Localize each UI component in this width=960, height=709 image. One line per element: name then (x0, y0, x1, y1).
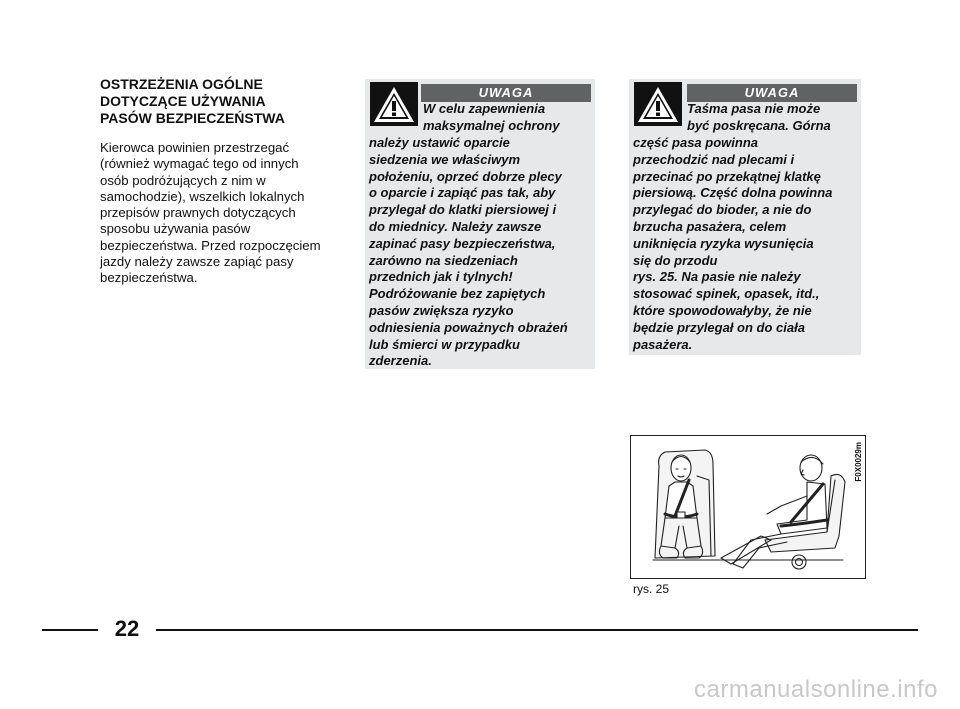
warning-intro-2: Taśma pasa nie może być poskręcana. Górna (687, 101, 831, 133)
warning-intro-1: W celu zapewnienia maksymalnej ochrony (423, 101, 560, 133)
figure-caption: rys. 25 (633, 582, 670, 596)
warning-title-2: UWAGA (687, 84, 857, 102)
footer-rule-right (156, 629, 918, 631)
figure-seatbelt-illustration (630, 435, 866, 579)
page-number: 22 (114, 616, 140, 641)
warning-box-1 (365, 79, 595, 369)
warning-text-1: należy ustawić oparcie siedzenia we właściwym położeniu, oprzeć dobrze plecy o oparcie i zapiąć pas tak, aby przylegał do klatki piersiowej i do miednicy. Należy zawsze zapinać pasy bezpieczeństwa, zarówno na siedzeniach przednich jak i tylnych! Podróżowanie bez zapiętych pasów zwiększa ryzyko odniesienia poważnych obrażeń lub śmierci w przypadku zderzenia. (369, 135, 568, 369)
warning-triangle-icon (634, 82, 682, 126)
section-heading: OSTRZEŻENIA OGÓLNE DOTYCZĄCE UŻYWANIA PASÓW BEZPIECZEŃSTWA (100, 76, 285, 126)
footer-rule-left (42, 629, 98, 631)
seatbelt-illustration (631, 436, 853, 578)
figure-code: F0X0029m (854, 442, 863, 482)
warning-box-2 (629, 79, 861, 355)
warning-title-1: UWAGA (421, 84, 591, 102)
section-body-text: Kierowca powinien przestrzegać (również wymagać tego od innych osób podróżujących z nim w samochodzie), wszelkich lokalnych przepisów prawnych dotyczących sposobu używania pasów bezpieczeństwa. Przed rozpoczęciem jazdy należy zawsze zapiąć pasy bezpieczeństwa. (100, 140, 321, 286)
watermark-text: carmanualsonline.info (694, 676, 938, 703)
warning-text-2: część pasa powinna przechodzić nad plecami i przecinać po przekątnej klatkę piersiową. Część dolna powinna przylegać do bioder, a nie do brzucha pasażera, celem uniknięcia ryzyka wysunięcia się do przodu rys. 25. Na pasie nie należy stosować spinek, opasek, itd., które spowodowałyby, że nie będzie przylegał on do ciała pasażera. (633, 135, 833, 352)
warning-triangle-icon (370, 82, 418, 126)
